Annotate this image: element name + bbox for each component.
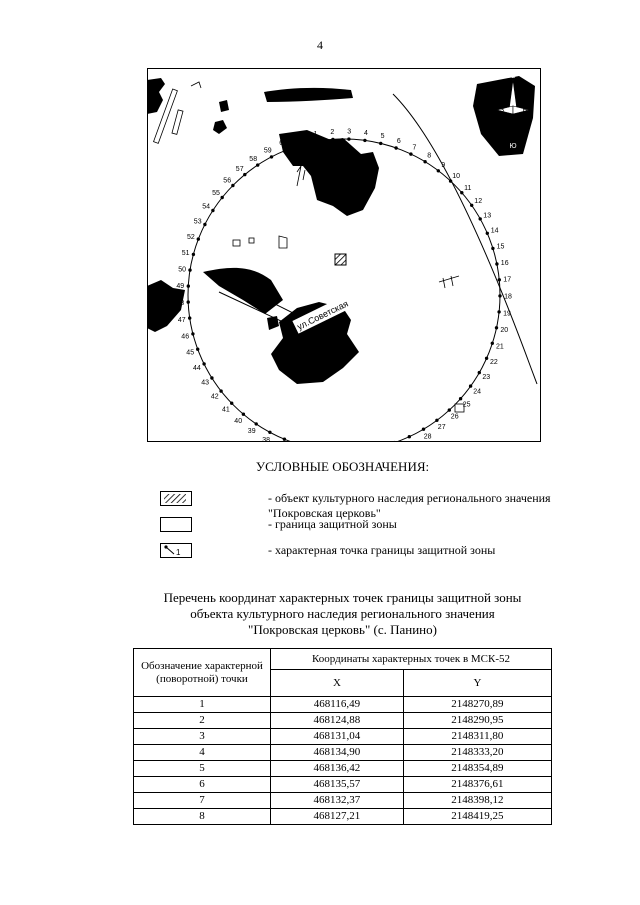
boundary-point (242, 413, 245, 416)
boundary-point-label: 24 (473, 388, 481, 396)
boundary-point (491, 342, 494, 345)
boundary-point (203, 223, 206, 226)
boundary-point-label: 25 (462, 401, 471, 409)
boundary-point (460, 191, 463, 194)
boundary-point-label: 17 (503, 276, 512, 284)
boundary-point (243, 173, 246, 176)
header-point: Обозначение характерной (поворотной) точки (134, 649, 271, 697)
boundary-point (495, 262, 498, 265)
boundary-point (448, 408, 451, 411)
table-row (134, 745, 552, 761)
boundary-point (437, 169, 440, 172)
boundary-point (221, 196, 224, 199)
boundary-point-label: 55 (212, 190, 220, 197)
boundary-point-label: 6 (396, 137, 401, 145)
boundary-point-label: 28 (423, 433, 432, 441)
coordinates-table (133, 648, 552, 825)
boundary-point (196, 348, 199, 351)
legend-boundary-symbol (160, 517, 192, 532)
cell-x: 468134,90 (271, 745, 404, 761)
boundary-point-label: 2 (330, 128, 335, 136)
compass-north: С (510, 73, 516, 80)
boundary-point-label: 9 (441, 161, 446, 169)
boundary-point-label: 61 (295, 134, 303, 142)
boundary-point-label: 48 (176, 300, 185, 307)
boundary-point (423, 160, 426, 163)
boundary-point-label: 59 (263, 147, 272, 155)
boundary-point-label: 7 (412, 144, 417, 152)
boundary-point (379, 142, 382, 145)
boundary-point-label: 49 (176, 283, 185, 291)
boundary-point (408, 435, 411, 438)
boundary-point (486, 232, 489, 235)
boundary-point-label: 8 (427, 152, 432, 160)
boundary-point (491, 247, 494, 250)
cell-y: 2148354,89 (403, 761, 551, 777)
boundary-point-label: 20 (500, 327, 509, 334)
boundary-point-label: 15 (496, 243, 505, 251)
compass-west: З (499, 107, 505, 114)
boundary-point-label: 18 (504, 293, 512, 301)
cell-n: 8 (134, 809, 271, 825)
boundary-point (435, 419, 438, 422)
boundary-point-label: 19 (503, 310, 511, 318)
boundary-point (211, 209, 214, 212)
cell-y: 2148270,89 (403, 697, 551, 713)
boundary-point (498, 294, 501, 297)
cell-y: 2148419,25 (403, 809, 551, 825)
coordinates-list-title (0, 590, 640, 638)
table-row (134, 729, 552, 745)
list-title-line-3: "Покровская церковь" (с. Панино) (248, 622, 437, 637)
cell-n: 4 (134, 745, 271, 761)
legend-point-symbol (160, 543, 192, 558)
cell-y: 2148311,80 (403, 729, 551, 745)
boundary-point-label: 3 (347, 128, 352, 136)
page-number: 4 (317, 38, 323, 52)
compass-south: Ю (509, 143, 517, 150)
boundary-point (422, 428, 425, 431)
boundary-point-label: 23 (482, 374, 491, 382)
boundary-point-label: 56 (223, 177, 232, 185)
boundary-point-label: 14 (490, 227, 499, 235)
cell-n: 5 (134, 761, 271, 777)
cell-x: 468124,88 (271, 713, 404, 729)
header-coords: Координаты характерных точек в МСК-52 (271, 649, 552, 670)
table-row (134, 809, 552, 825)
boundary-point-label: 38 (262, 436, 270, 442)
boundary-point-label: 5 (380, 133, 385, 141)
boundary-point-label: 11 (464, 184, 472, 192)
boundary-point (192, 253, 195, 256)
site-map (147, 68, 541, 442)
boundary-point-label: 58 (249, 155, 258, 163)
cell-y: 2148376,61 (403, 777, 551, 793)
cell-y: 2148398,12 (403, 793, 551, 809)
cell-x: 468132,37 (271, 793, 404, 809)
legend-title: УСЛОВНЫЕ ОБОЗНАЧЕНИЯ: (255, 459, 430, 474)
boundary-point (187, 284, 190, 287)
boundary-point-label: 39 (247, 428, 256, 435)
boundary-point-label: 21 (496, 343, 504, 351)
street-label: ул.Советская (295, 298, 350, 332)
legend-point-label: 1 (176, 548, 181, 557)
boundary-point-label: 26 (450, 413, 459, 421)
boundary-point-label: 47 (177, 316, 186, 324)
header-x: X (271, 670, 404, 697)
table-row (134, 713, 552, 729)
boundary-point (188, 268, 191, 271)
boundary-point-label: 12 (474, 198, 483, 206)
table-row (134, 777, 552, 793)
boundary-point-label: 10 (452, 172, 460, 180)
boundary-point (270, 155, 273, 158)
cell-y: 2148333,20 (403, 745, 551, 761)
boundary-point-label: 13 (483, 212, 492, 220)
boundary-point (191, 332, 194, 335)
boundary-point-label: 51 (181, 249, 190, 257)
boundary-point (231, 184, 234, 187)
boundary-point-label: 41 (222, 406, 230, 414)
boundary-point (300, 143, 303, 146)
cell-n: 3 (134, 729, 271, 745)
boundary-point (409, 152, 412, 155)
boundary-point (449, 179, 452, 182)
boundary-point-label (409, 441, 417, 442)
boundary-point-label: 44 (193, 365, 201, 372)
header-y: Y (403, 670, 551, 697)
boundary-point-label: 46 (181, 333, 190, 341)
boundary-point-label: 43 (201, 379, 209, 387)
table-row (134, 793, 552, 809)
legend-text-boundary: - граница защитной зоны (268, 517, 397, 531)
cell-n: 7 (134, 793, 271, 809)
table-row (134, 761, 552, 777)
boundary-point (478, 371, 481, 374)
boundary-point (197, 237, 200, 240)
boundary-point (188, 316, 191, 319)
boundary-point-label: 42 (210, 393, 219, 401)
cell-n: 1 (134, 697, 271, 713)
cell-x: 468131,04 (271, 729, 404, 745)
boundary-point-label: 50 (178, 266, 186, 274)
boundary-point (331, 138, 334, 141)
boundary-point-label: 45 (186, 349, 195, 357)
boundary-point (363, 139, 366, 142)
legend-hatch-symbol (160, 491, 192, 506)
cell-n: 2 (134, 713, 271, 729)
boundary-point-label: 53 (193, 218, 202, 226)
boundary-point (347, 137, 350, 140)
boundary-point-label: 27 (437, 424, 446, 432)
boundary-point-label: 40 (234, 417, 243, 425)
boundary-point (219, 389, 222, 392)
boundary-point (485, 357, 488, 360)
cell-x: 468116,49 (271, 697, 404, 713)
list-title-line-1: Перечень координат характерных точек границы защитной зоны (163, 590, 522, 605)
church-object (335, 254, 346, 265)
boundary-point-label: 52 (187, 233, 195, 241)
legend-text-object: - объект культурного наследия регионального значения "Покровская церковь" (268, 491, 551, 520)
table-row (134, 697, 552, 713)
cell-x: 468135,57 (271, 777, 404, 793)
legend-text-point: - характерная точка границы защитной зоны (268, 543, 496, 557)
boundary-point (459, 397, 462, 400)
boundary-point (268, 431, 271, 434)
compass-east: В (522, 107, 528, 114)
boundary-point (470, 204, 473, 207)
cell-y: 2148290,95 (403, 713, 551, 729)
boundary-point (479, 217, 482, 220)
boundary-point (187, 300, 190, 303)
boundary-point-label: 4 (364, 130, 368, 137)
boundary-point-label: 57 (235, 166, 244, 173)
cell-x: 468127,21 (271, 809, 404, 825)
coordinates-table-body (134, 697, 552, 825)
boundary-point (394, 146, 397, 149)
boundary-point (230, 402, 233, 405)
boundary-point-label: 54 (202, 203, 210, 211)
boundary-point (284, 149, 287, 152)
cell-x: 468136,42 (271, 761, 404, 777)
boundary-point (202, 362, 205, 365)
boundary-point (283, 438, 286, 441)
boundary-point (469, 384, 472, 387)
boundary-point-label: 22 (490, 359, 498, 366)
list-title-line-2: объекта культурного наследия регионального значения (190, 606, 495, 621)
boundary-point (255, 422, 258, 425)
boundary-point (495, 326, 498, 329)
boundary-point (498, 278, 501, 281)
boundary-point-label: 60 (279, 140, 287, 148)
boundary-point (315, 140, 318, 143)
boundary-point-label: 1 (313, 131, 318, 138)
boundary-point (210, 376, 213, 379)
boundary-point-label: 16 (500, 259, 509, 267)
cell-n: 6 (134, 777, 271, 793)
boundary-point (256, 163, 259, 166)
boundary-point (497, 310, 500, 313)
